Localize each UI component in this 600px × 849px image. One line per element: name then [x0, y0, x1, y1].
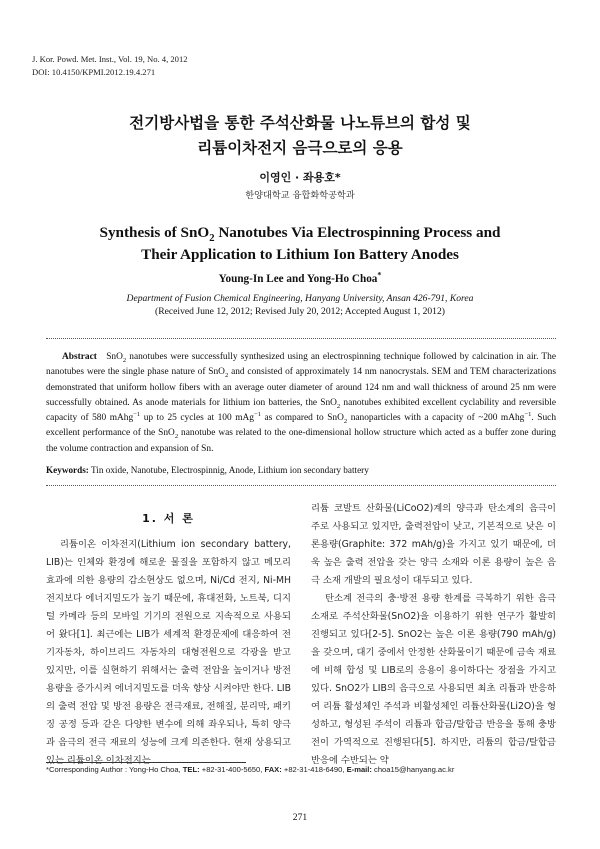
korean-authors: 이영인 · 좌용호* [259, 171, 341, 184]
journal-doi: DOI: 10.4150/KPMI.2012.19.4.271 [32, 67, 156, 77]
keywords [46, 465, 556, 475]
left-column-paragraph: 리튬이온 이차전지(Lithium ion secondary battery, LIB)는 인체와 환경에 해로운 물질을 포함하지 않고 메모리 효과에 의한 용량의 감소현상도 없으며, Ni/Cd 전지, Ni-MH 전지보다 에너지밀도가 높기 때문에, 휴대전화, 노트북, 디지털 카메라 등의 모바일 기기의 전원으로 지속적으로 사용되어 왔다[1]. 최근에는 LIB가 세계적 환경문제에 대응하여 전기자동차, 하이브리드 자동차의 대형전원으로 각광을 받고 있지만, 이를 실현하기 위해서는 출력 전압을 높이거나 방전 용량을 증가시켜 에너지밀도를 더욱 향상 시켜야만 한다. LIB의 출력 전압 및 방전 용량은 전극재료, 전해질, 분리막, 패키징 공정 등과 같은 다양한 변수에 의해 좌우되나, 특히 양극과 음극의 전극 재료의 성능에 크게 의존한다. 현재 상용되고 있는 리튬이온 이차전지는 [46, 539, 291, 766]
english-affiliation [0, 292, 600, 318]
korean-affiliation: 한양대학교 융합화학공학과 [245, 190, 355, 201]
right-column-paragraph-1: 리튬 코발트 산화물(LiCoO2)계의 양극과 탄소계의 음극이 주로 사용되고 있지만, 출력전압이 낮고, 기본적으로 낮은 이론용량(Graphite: 372 mAh/g)을 가지고 있기 때문에, 더욱 높은 출력 전압을 갖는 양극 소재와 이론 용량이 높은 음극 소재 개발의 필요성이 대두되고 있다. [311, 503, 556, 586]
english-title [0, 222, 600, 266]
received-dates: (Received June 12, 2012; Revised July 20, 2012; Accepted August 1, 2012) [155, 306, 445, 317]
korean-title-line2: 리튬이차전지 음극으로의 응용 [197, 139, 403, 157]
right-column [311, 500, 556, 770]
korean-title-line1: 전기방사법을 통한 주석산화물 나노튜브의 합성 및 [129, 114, 471, 132]
author-email-link[interactable]: choa15@hanyang.ac.kr [371, 765, 455, 774]
abstract: Abstract SnO$_2$ nanotubes were successfully synthesized using an electrospinning technique followed by calcination in air. The nanotubes were the single phase nature of SnO$_2$ and consisted of approximately 14 nm nanocrystals. SEM and TEM characterizations demonstrated that uniform hollow fibers with an average outer diameter of around 124 nm and wall thickness of around 25 nm were successfully obtained. As anode materials for lithium ion batteries, the SnO$_2$ nanotubes exhibited excellent cyclability and reversible capacity of 580 mAhg$^{-1}$ up to 25 cycles at 100 mAg$^{-1}$ as compared to SnO$_2$ nanoparticles with a capacity of ~200 mAhg$^{-1}$. Such excellent performance of the SnO$_2$ nanotube was related to the one-dimensional hollow structure which acted as a buffer zone during the volume contraction and expansion of Sn. [46, 352, 557, 454]
journal-citation: J. Kor. Powd. Met. Inst., Vol. 19, No. 4, 2012 [32, 54, 188, 64]
korean-title [0, 111, 600, 161]
keywords-label: Keywords: [46, 465, 89, 475]
journal-header [32, 53, 188, 79]
bottom-dotted-rule [46, 485, 556, 486]
corresponding-author-footnote: *Corresponding Author : Yong-Ho Choa, TEL: +82-31-400-5650, FAX: +82-31-418-6490, E-mail: choa15@hanyang.ac.kr [46, 765, 455, 774]
english-affiliation-text: Department of Fusion Chemical Engineering, Hanyang University, Ansan 426-791, Korea [126, 293, 474, 304]
page-number: 271 [292, 812, 308, 823]
english-title-line1: Synthesis of SnO$_2$ Nanotubes Via Electrospinning Process and [99, 224, 501, 245]
keywords-text: Tin oxide, Nanotube, Electrospinnig, Anode, Lithium ion secondary battery [88, 465, 369, 475]
section-heading-introduction: 1. 서 론 [142, 512, 195, 525]
english-title-line2: Their Application to Lithium Ion Battery Anodes [141, 246, 459, 263]
right-column-paragraph-2: 탄소계 전극의 충·방전 용량 한계를 극복하기 위한 음극 소재로 주석산화물(SnO2)을 이용하기 위한 연구가 활발히 진행되고 있다[2-5]. SnO2는 높은 이론 용량(790 mAh/g)을 갖으며, 대기 중에서 안정한 산화물이기 때문에 금속 재료에 비해 합성 및 LIB로의 응용이 용이하다는 장점을 가지고 있다. SnO2가 LIB의 음극으로 사용되면 최초 리튬과 반응하여 리튬 활성체인 주석과 비활성체인 리튬산화물(Li2O)을 형성하고, 형성된 주석이 리튬과 합금/탈합금 반응을 통해 충방전이 가역적으로 진행된다[5]. 하지만, 리튬의 합금/탈합금 반응에 수반되는 약 [311, 593, 556, 766]
abstract-label: Abstract [62, 352, 97, 362]
top-dotted-rule [46, 338, 556, 339]
left-column [46, 536, 291, 770]
footnote-rule [46, 762, 246, 763]
english-authors: Young-In Lee and Yong-Ho Choa* [218, 270, 382, 285]
